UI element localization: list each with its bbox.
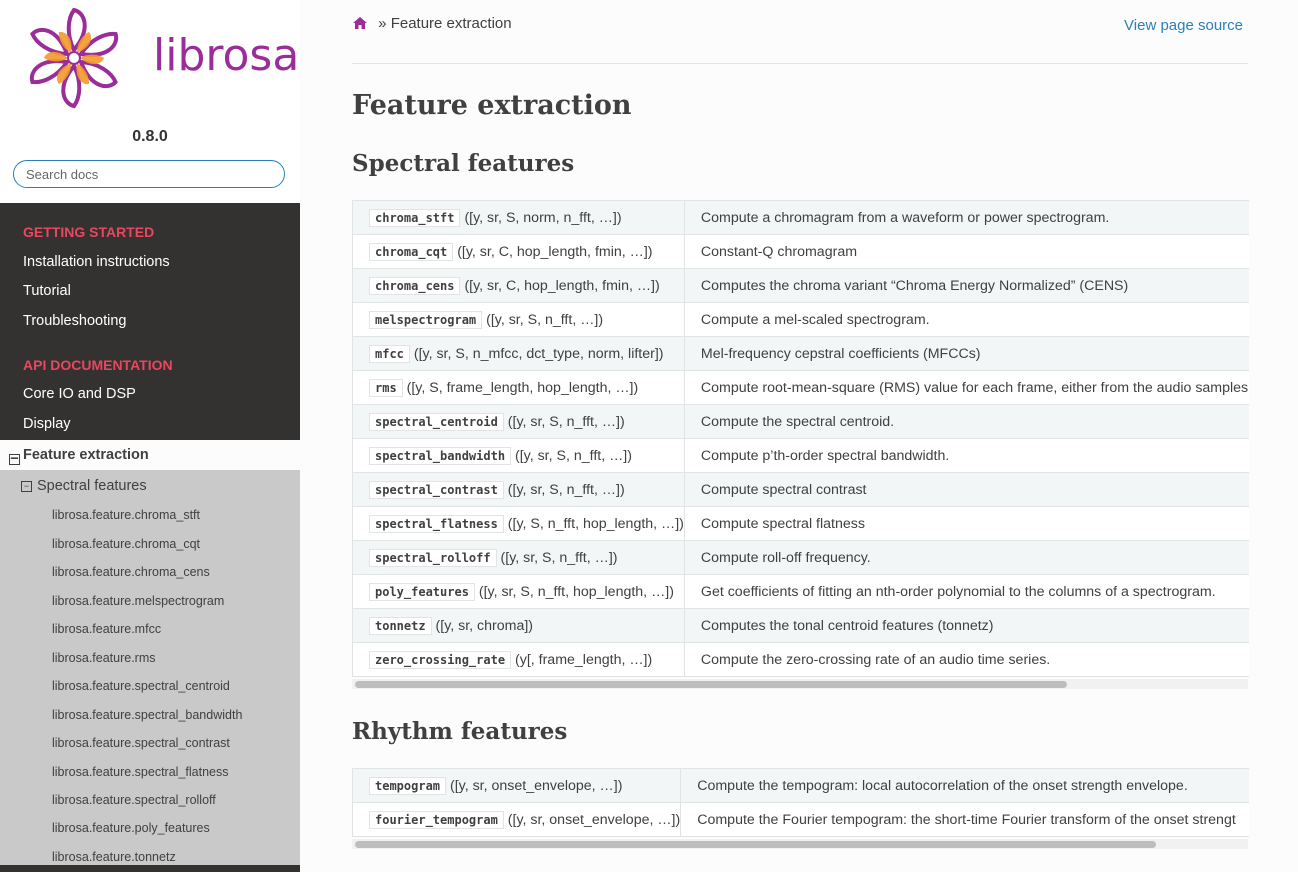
function-link[interactable]: mfcc	[369, 345, 410, 363]
function-description: Compute the zero-crossing rate of an audio time series.	[684, 643, 1249, 677]
nav-item-installation[interactable]: Installation instructions	[23, 254, 170, 270]
scrollbar-thumb[interactable]	[355, 681, 1067, 688]
nav-link-rms[interactable]: librosa.feature.rms	[52, 651, 156, 665]
nav-item-core-io[interactable]: Core IO and DSP	[23, 386, 136, 402]
nav-current-label: Feature extraction	[23, 447, 149, 463]
nav-link-spectral-flatness[interactable]: librosa.feature.spectral_flatness	[52, 765, 229, 779]
logo-text: librosa	[153, 30, 300, 81]
version-label: 0.8.0	[132, 128, 168, 145]
table-row	[353, 609, 1249, 643]
function-signature-cell	[353, 303, 684, 337]
function-description: Compute roll-off frequency.	[684, 541, 1249, 575]
flower-logo-icon	[22, 6, 132, 110]
nav-item-feature-extraction[interactable]: − Feature extraction	[0, 440, 300, 470]
home-icon[interactable]	[352, 16, 368, 30]
nav-link-spectral-contrast[interactable]: librosa.feature.spectral_contrast	[52, 736, 230, 750]
function-args: ([y, sr, S, n_fft, …])	[507, 413, 625, 430]
function-link[interactable]: chroma_cens	[369, 277, 460, 295]
function-args: (y[, frame_length, …])	[515, 651, 653, 668]
table-row	[353, 575, 1249, 609]
table-row	[353, 769, 1249, 803]
function-description: Compute the Fourier tempogram: the short-time Fourier transform of the onset strengt	[681, 803, 1249, 837]
function-args: ([y, sr, S, n_mfcc, dct_type, norm, lifter])	[413, 345, 664, 362]
nav-link-tonnetz[interactable]: librosa.feature.tonnetz	[52, 850, 176, 864]
function-args: ([y, sr, S, norm, n_fft, …])	[464, 209, 622, 226]
function-args: ([y, sr, S, n_fft, …])	[486, 311, 604, 328]
function-link[interactable]: chroma_stft	[369, 209, 460, 227]
rhythm-table-scrollbar[interactable]	[352, 839, 1248, 849]
table-row	[353, 803, 1249, 837]
table-row	[353, 439, 1249, 473]
sidebar	[0, 0, 300, 872]
table-row	[353, 235, 1249, 269]
function-link[interactable]: spectral_centroid	[369, 413, 504, 431]
function-args: ([y, sr, onset_envelope, …])	[507, 811, 681, 828]
breadcrumb	[352, 15, 512, 32]
nav-link-mfcc[interactable]: librosa.feature.mfcc	[52, 622, 162, 636]
function-link[interactable]: fourier_tempogram	[369, 811, 504, 829]
function-signature-cell	[353, 643, 684, 677]
main-content	[300, 0, 1298, 872]
table-row	[353, 405, 1249, 439]
function-args: ([y, sr, C, hop_length, fmin, …])	[464, 277, 660, 294]
table-row	[353, 473, 1249, 507]
function-signature-cell	[353, 609, 684, 643]
function-description: Get coefficients of fitting an nth-order polynomial to the columns of a spectrogram.	[684, 575, 1249, 609]
function-signature-cell	[353, 575, 684, 609]
function-link[interactable]: spectral_bandwidth	[369, 447, 511, 465]
table-row	[353, 541, 1249, 575]
section-heading-rhythm: Rhythm features	[352, 718, 568, 745]
function-description: Compute a chromagram from a waveform or power spectrogram.	[684, 201, 1249, 235]
caption-getting-started: GETTING STARTED	[23, 224, 155, 240]
nav-link-spectral-centroid[interactable]: librosa.feature.spectral_centroid	[52, 679, 230, 693]
function-link[interactable]: chroma_cqt	[369, 243, 453, 261]
table-row	[353, 371, 1249, 405]
nav-link-chroma-stft[interactable]: librosa.feature.chroma_stft	[52, 508, 200, 522]
section-heading-spectral: Spectral features	[352, 150, 575, 177]
function-description: Computes the chroma variant “Chroma Energy Normalized” (CENS)	[684, 269, 1249, 303]
nav-link-spectral-rolloff[interactable]: librosa.feature.spectral_rolloff	[52, 793, 216, 807]
function-description: Compute a mel-scaled spectrogram.	[684, 303, 1249, 337]
nav-item-display[interactable]: Display	[23, 416, 71, 432]
function-signature-cell	[353, 803, 681, 837]
table-row	[353, 337, 1249, 371]
function-args: ([y, sr, S, n_fft, …])	[507, 481, 625, 498]
scrollbar-thumb[interactable]	[355, 841, 1156, 848]
function-signature-cell	[353, 235, 684, 269]
function-description: Compute p’th-order spectral bandwidth.	[684, 439, 1249, 473]
function-signature-cell	[353, 769, 681, 803]
function-link[interactable]: tonnetz	[369, 617, 432, 635]
nav-sub-label: Spectral features	[37, 478, 147, 494]
breadcrumb-separator: »	[378, 15, 387, 32]
function-args: ([y, sr, S, n_fft, …])	[500, 549, 618, 566]
function-link[interactable]: tempogram	[369, 777, 446, 795]
nav-item-spectral-features[interactable]	[21, 478, 147, 494]
function-args: ([y, sr, S, n_fft, …])	[515, 447, 632, 464]
function-link[interactable]: poly_features	[369, 583, 475, 601]
function-signature-cell	[353, 541, 684, 575]
function-description: Constant-Q chromagram	[684, 235, 1249, 269]
function-link[interactable]: zero_crossing_rate	[369, 651, 511, 669]
function-link[interactable]: spectral_contrast	[369, 481, 504, 499]
table-row	[353, 643, 1249, 677]
nav-link-spectral-bandwidth[interactable]: librosa.feature.spectral_bandwidth	[52, 708, 243, 722]
nav-subsection	[0, 470, 300, 865]
function-description: Mel-frequency cepstral coefficients (MFCCs)	[684, 337, 1249, 371]
breadcrumb-current: Feature extraction	[390, 15, 512, 32]
function-args: ([y, sr, C, hop_length, fmin, …])	[457, 243, 653, 260]
nav-link-melspectrogram[interactable]: librosa.feature.melspectrogram	[52, 594, 225, 608]
function-args: ([y, sr, onset_envelope, …])	[449, 777, 623, 794]
function-link[interactable]: spectral_rolloff	[369, 549, 497, 567]
nav-item-troubleshooting[interactable]: Troubleshooting	[23, 313, 127, 329]
sidebar-footer-strip	[0, 865, 300, 872]
sidebar-header	[0, 0, 300, 203]
table-row	[353, 303, 1249, 337]
function-args: ([y, sr, chroma])	[435, 617, 534, 634]
function-description: Compute root-mean-square (RMS) value for each frame, either from the audio samples	[684, 371, 1249, 405]
function-link[interactable]: melspectrogram	[369, 311, 482, 329]
function-description: Compute spectral flatness	[684, 507, 1249, 541]
function-signature-cell	[353, 473, 684, 507]
nav-link-chroma-cens[interactable]: librosa.feature.chroma_cens	[52, 565, 210, 579]
nav-link-poly-features[interactable]: librosa.feature.poly_features	[52, 821, 210, 835]
search-input[interactable]	[13, 160, 285, 188]
function-description: Compute the spectral centroid.	[684, 405, 1249, 439]
function-signature-cell	[353, 371, 684, 405]
function-signature-cell	[353, 201, 684, 235]
librosa-logo[interactable]	[22, 6, 300, 110]
function-args: ([y, sr, S, n_fft, hop_length, …])	[478, 583, 674, 600]
collapse-toggle-icon[interactable]: −	[21, 481, 32, 492]
table-row	[353, 269, 1249, 303]
view-page-source-link[interactable]: View page source	[1124, 17, 1243, 34]
function-description: Compute the tempogram: local autocorrelation of the onset strength envelope.	[681, 769, 1249, 803]
function-link[interactable]: rms	[369, 379, 403, 397]
nav-item-tutorial[interactable]: Tutorial	[23, 283, 71, 299]
function-args: ([y, S, frame_length, hop_length, …])	[406, 379, 639, 396]
function-signature-cell	[353, 337, 684, 371]
function-signature-cell	[353, 507, 684, 541]
rhythm-features-table	[352, 768, 1249, 837]
table-row	[353, 201, 1249, 235]
function-args: ([y, S, n_fft, hop_length, …])	[507, 515, 684, 532]
function-signature-cell	[353, 405, 684, 439]
function-signature-cell	[353, 269, 684, 303]
function-signature-cell	[353, 439, 684, 473]
spectral-features-table	[352, 200, 1249, 677]
spectral-table-scrollbar[interactable]	[352, 679, 1248, 689]
page-title: Feature extraction	[352, 90, 632, 121]
function-description: Compute spectral contrast	[684, 473, 1249, 507]
header-divider	[352, 63, 1248, 64]
table-row	[353, 507, 1249, 541]
nav-link-chroma-cqt[interactable]: librosa.feature.chroma_cqt	[52, 537, 200, 551]
function-description: Computes the tonal centroid features (tonnetz)	[684, 609, 1249, 643]
function-link[interactable]: spectral_flatness	[369, 515, 504, 533]
caption-api-documentation: API DOCUMENTATION	[23, 357, 173, 373]
